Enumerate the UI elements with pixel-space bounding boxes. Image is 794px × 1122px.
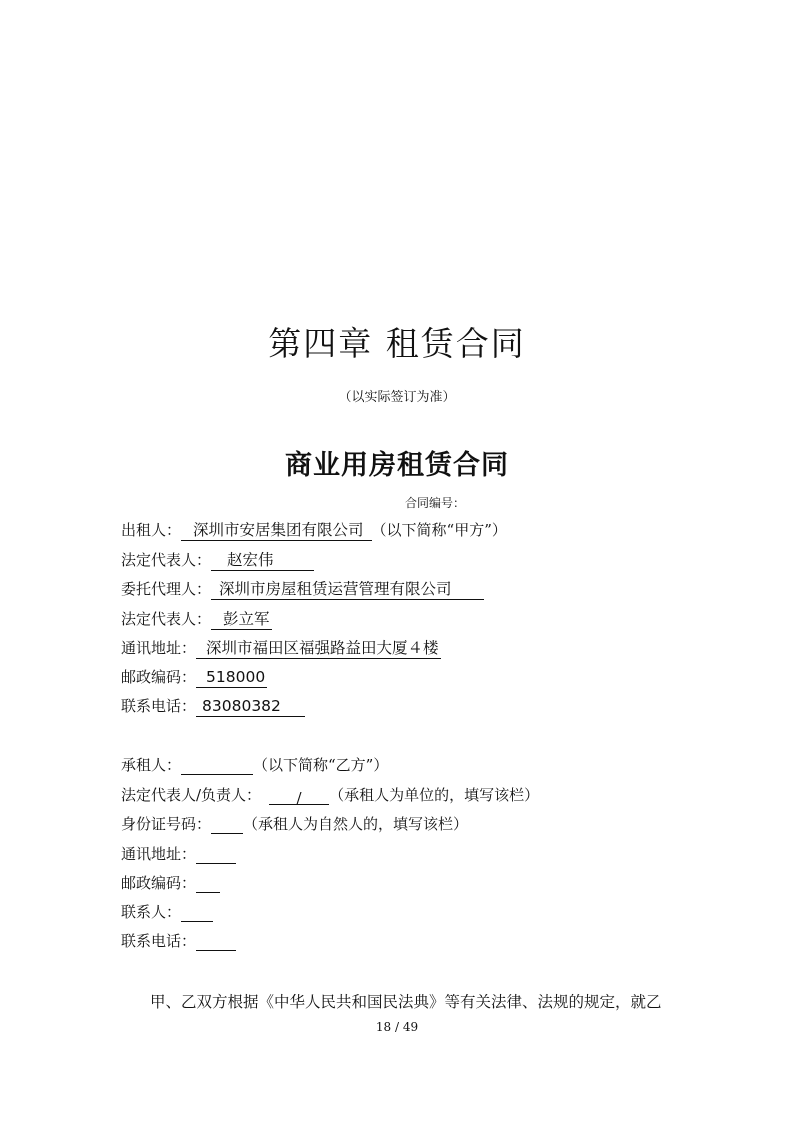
lessee-legal-rep-value[interactable]: /: [269, 788, 329, 805]
lessee-contact-row: [121, 902, 213, 922]
agent-legal-rep-label: 法定代表人：: [121, 610, 212, 628]
agent-label: 委托代理人：: [121, 580, 212, 598]
signing-note: （以实际签订为准）: [338, 390, 456, 405]
address-row: [121, 638, 441, 659]
phone-row: [121, 696, 305, 717]
phone-value: 83080382: [196, 697, 305, 717]
page-number: 18 / 49: [375, 1020, 419, 1034]
legal-rep-value: 赵宏伟: [211, 551, 314, 571]
lessee-phone-row: [121, 931, 236, 951]
lessee-address-label: 通讯地址：: [121, 845, 197, 863]
agent-row: [121, 579, 484, 600]
phone-label: 联系电话：: [121, 697, 197, 715]
postcode-label: 邮政编码：: [121, 668, 197, 686]
lessee-postcode-blank[interactable]: [196, 876, 220, 893]
chapter-title: 第四章 租赁合同: [268, 324, 526, 363]
lessee-blank[interactable]: [181, 758, 253, 775]
address-label: 通讯地址：: [121, 639, 197, 657]
lessor-row: [121, 520, 507, 541]
lessee-label: 承租人：: [121, 756, 182, 774]
lessee-phone-label: 联系电话：: [121, 932, 197, 950]
lessor-label: 出租人：: [121, 521, 182, 539]
lessee-address-row: [121, 844, 236, 864]
lessee-suffix: （以下简称“乙方”）: [253, 756, 389, 774]
lessee-legal-rep-label: 法定代表人/负责人：: [121, 786, 262, 804]
legal-rep-row: [121, 550, 314, 571]
lessee-row: [121, 755, 388, 775]
address-value: 深圳市福田区福强路益田大厦４楼: [196, 639, 441, 659]
lessee-postcode-label: 邮政编码：: [121, 874, 197, 892]
lessee-address-blank[interactable]: [196, 847, 236, 864]
lessee-legal-rep-suffix: （承租人为单位的，填写该栏）: [329, 786, 540, 804]
intro-paragraph: 甲、乙双方根据《中华人民共和国民法典》等有关法律、法规的规定，就乙: [150, 993, 662, 1011]
lessee-contact-blank[interactable]: [181, 905, 213, 922]
lessee-legal-rep-row: [121, 785, 539, 805]
lessee-postcode-row: [121, 873, 220, 893]
legal-rep-label: 法定代表人：: [121, 551, 212, 569]
lessor-value: 深圳市安居集团有限公司: [181, 521, 372, 541]
agent-legal-rep-row: [121, 609, 272, 630]
id-blank[interactable]: [211, 817, 243, 834]
lessee-contact-label: 联系人：: [121, 903, 182, 921]
lessor-suffix: （以下简称“甲方”）: [371, 521, 507, 539]
contract-title: 商业用房租赁合同: [285, 450, 509, 481]
postcode-value: 518000: [196, 668, 267, 688]
postcode-row: [121, 667, 267, 688]
lessee-phone-blank[interactable]: [196, 934, 236, 951]
contract-number-label: 合同编号：: [405, 496, 466, 510]
agent-legal-rep-value: 彭立军: [211, 610, 272, 630]
id-row: [121, 814, 468, 834]
id-label: 身份证号码：: [121, 815, 212, 833]
id-suffix: （承租人为自然人的，填写该栏）: [243, 815, 469, 833]
agent-value: 深圳市房屋租赁运营管理有限公司: [211, 580, 484, 600]
